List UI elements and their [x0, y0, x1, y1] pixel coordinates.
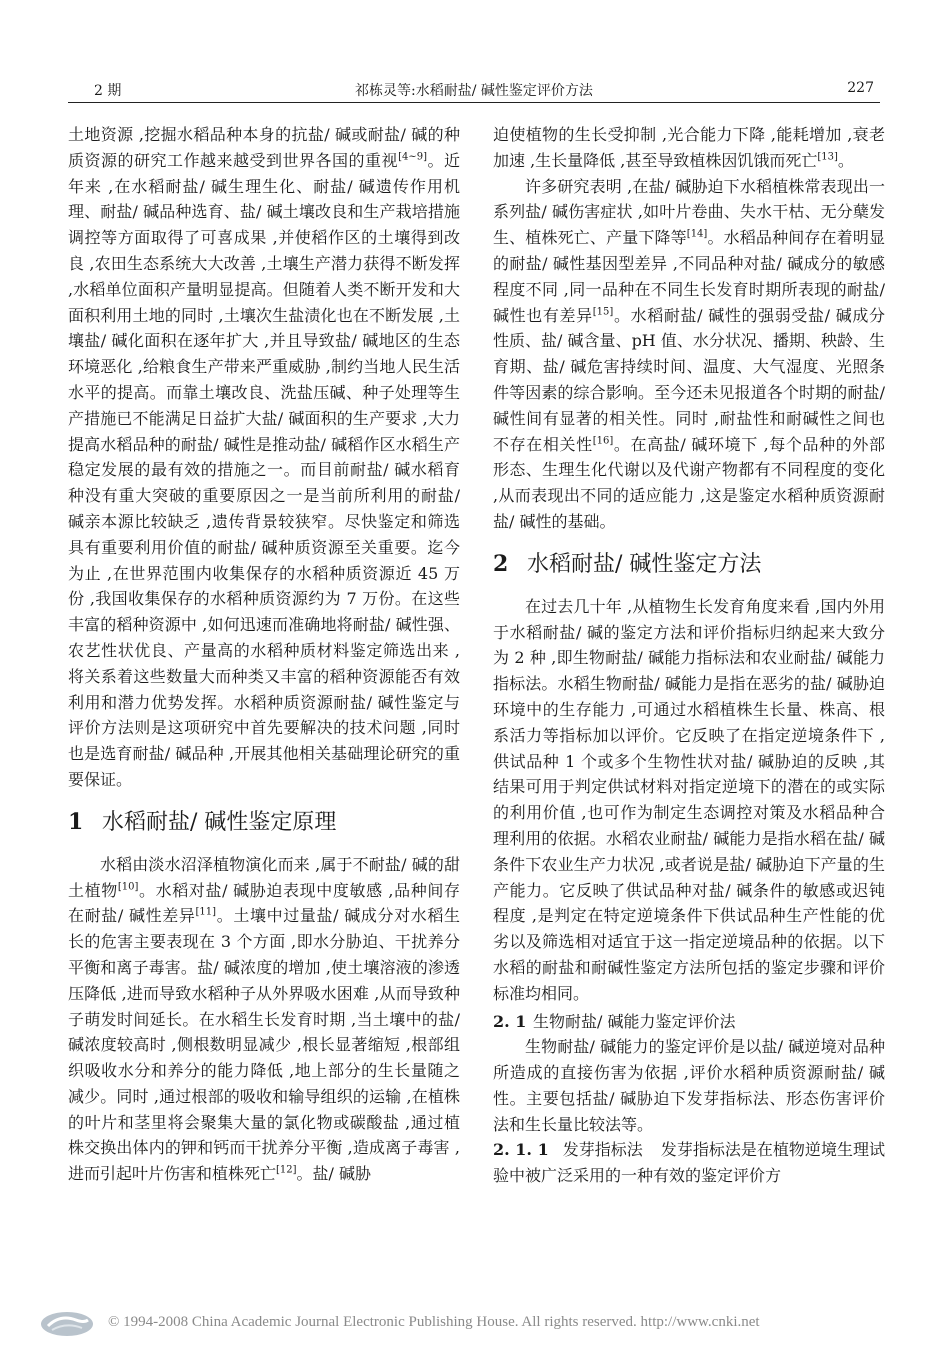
section-number: 2	[493, 550, 509, 577]
issue-number: 2 期	[94, 83, 122, 99]
right-column	[493, 122, 885, 1189]
subsection-number: 2. 1	[493, 1011, 527, 1031]
section-title: 水稻耐盐/ 碱性鉴定原理	[102, 809, 337, 835]
page-number: 227	[847, 80, 874, 96]
subsection-title: 生物耐盐/ 碱能力鉴定评价法	[533, 1011, 736, 1031]
text-run: 迫使植物的生长受抑制 ,光合能力下降 ,能耗增加 ,衰老加速 ,生长量降低 ,甚至导致植株因饥饿而死亡	[493, 125, 885, 170]
paragraph	[493, 122, 885, 174]
citation: [10]	[117, 881, 139, 893]
text-run: 。	[837, 150, 854, 170]
text-run: 。近年来 ,在水稻耐盐/ 碱生理生化、耐盐/ 碱遗传作用机理、耐盐/ 碱品种选育、盐/ 碱土壤改良和生产栽培措施调控等方面取得了可喜成果 ,并使稻作区的土壤得到改良 ,农田生态系统大大改善 ,土壤生产潜力获得不断发挥 ,水稻单位面积产量明显提高。但随着人类不断开发和大面积利用土地的同时 ,土壤次生盐渍化也在不断发展 ,土壤盐/ 碱化面积在逐年扩大 ,并且导致盐/ 碱地区的生态环境恶化 ,给粮食生产带来严重威胁 ,制约当地人民生活水平的提高。而靠土壤改良、洗盐压碱、种子处理等生产措施已不能满足日益扩大盐/ 碱面积的生产要求 ,大力提高水稻品种的耐盐/ 碱性是推动盐/ 碱稻作区水稻生产稳定发展的最有效的措施之一。而目前耐盐/ 碱水稻育种没有重大突破的重要原因之一是当前所利用的耐盐/ 碱亲本源比较缺乏 ,遗传背景较狭窄。尽快鉴定和筛选具有重要利用价值的耐盐/ 碱种质资源至关重要。迄今为止 ,在世界范围内收集保存的水稻种质资源近 45 万份 ,我国收集保存的水稻种质资源约为 7 万份。在这些丰富的稻种资源中 ,如何迅速而准确地将耐盐/ 碱性强、农艺性状优良、产量高的水稻种质材料鉴定筛选出来 ,将关系着这些数量大而种类又丰富的稻种资源能否有效利用和潜力优势发挥。水稻种质资源耐盐/ 碱性鉴定与评价方法则是这项研究中首先要解决的技术问题 ,同时也是选育耐盐/ 碱品种 ,开展其他相关基础理论研究的重要保证。	[68, 150, 460, 789]
citation: [15]	[592, 306, 614, 318]
citation: [14]	[686, 228, 708, 240]
running-header	[68, 76, 880, 103]
citation: [4~9]	[398, 151, 427, 163]
text-run: 。在高盐/ 碱环境下 ,每个品种的外部形态、生理生化代谢以及代谢产物都有不同程度的变化 ,从而表现出不同的适应能力 ,这是鉴定水稻种质资源耐盐/ 碱性的基础。	[493, 434, 885, 531]
subsubsection-number: 2. 1. 1	[493, 1140, 549, 1160]
section-number: 1	[68, 808, 84, 835]
citation: [12]	[276, 1164, 297, 1176]
paragraph: 生物耐盐/ 碱能力的鉴定评价是以盐/ 碱逆境对品种所造成的直接伤害为依据 ,评价水稻种质资源耐盐/ 碱性。主要包括盐/ 碱胁迫下发芽指标法、形态伤害评价法和生长量比较法等。	[493, 1037, 885, 1134]
section-title: 水稻耐盐/ 碱性鉴定方法	[527, 551, 762, 577]
subsection-heading	[493, 1009, 885, 1035]
footer	[0, 1308, 950, 1338]
paragraph	[68, 122, 460, 793]
text-run: 。土壤中过量盐/ 碱成分对水稻生长的危害主要表现在 3 个方面 ,即水分胁迫、干扰养分平衡和离子毒害。盐/ 碱浓度的增加 ,使土壤溶液的渗透压降低 ,进而导致水稻种子从外界吸水困难 ,从而导致种子萌发时间延长。在水稻生长发育时期 ,当土壤中的盐/ 碱浓度较高时 ,侧根数明显减少 ,根长显著缩短 ,根部组织吸收水分和养分的能力降低 ,地上部分的生长量随之减少。同时 ,通过根部的吸收和输导组织的运输 ,在植株的叶片和茎里将会聚集大量的氯化物或碳酸盐 ,通过植株交换出体内的钾和钙而干扰养分平衡 ,造成离子毒害 ,进而引起叶片伤害和植株死亡	[68, 906, 460, 1184]
publisher-logo-icon	[38, 1308, 96, 1338]
copyright-text: © 1994-2008 China Academic Journal Electronic Publishing House. All rights reserved. http://www.cnki.net	[108, 1314, 760, 1330]
paragraph	[493, 174, 885, 535]
text-run: 。水稻对盐/ 碱胁迫表现中度敏感 ,品种间存在耐盐/ 碱性差异	[68, 880, 460, 926]
citation: [11]	[195, 906, 217, 918]
text-run: 。水稻耐盐/ 碱性的强弱受盐/ 碱成分性质、盐/ 碱含量、pH 值、水分状况、播期、秧龄、生育期、盐/ 碱危害持续时间、温度、大气湿度、光照条件等因素的综合影响。至今还未见报道各个时期的耐盐/ 碱性间有显著的相关性。同时 ,耐盐性和耐碱性之间也不存在相关性	[493, 305, 885, 454]
text-run: 土地资源 ,挖掘水稻品种本身的抗盐/ 碱或耐盐/ 碱的种质资源的研究工作越来越受到世界各国的重视	[68, 125, 460, 170]
text-run: 。盐/ 碱胁	[296, 1164, 372, 1184]
text-run: 。水稻品种间存在着明显的耐盐/ 碱性基因型差异 ,不同品种对盐/ 碱成分的敏感程度不同 ,同一品种在不同生长发育时期所表现的耐盐/ 碱性也有差异	[493, 228, 885, 325]
subsubsection-title: 发芽指标法	[562, 1140, 643, 1160]
section-heading	[493, 549, 885, 580]
citation: [13]	[817, 151, 838, 163]
running-title: 祁栋灵等:水稻耐盐/ 碱性鉴定评价方法	[355, 83, 593, 99]
text-run: 许多研究表明 ,在盐/ 碱胁迫下水稻植株常表现出一系列盐/ 碱伤害症状 ,如叶片卷曲、失水干枯、无分蘖发生、植株死亡、产量下降等	[493, 176, 885, 248]
paragraph	[68, 852, 460, 1187]
citation: [16]	[592, 435, 614, 447]
section-heading	[68, 807, 460, 838]
paragraph	[493, 1137, 885, 1189]
text-run: 水稻由淡水沼泽植物演化而来 ,属于不耐盐/ 碱的甜土植物	[68, 854, 460, 900]
left-column	[68, 122, 460, 1187]
text-run: 发芽指标法是在植物逆境生理试验中被广泛采用的一种有效的鉴定评价方	[493, 1140, 885, 1186]
paragraph: 在过去几十年 ,从植物生长发育角度来看 ,国内外用于水稻耐盐/ 碱的鉴定方法和评价指标归纳起来大致分为 2 种 ,即生物耐盐/ 碱能力指标法和农业耐盐/ 碱能力指标法。水稻生物耐盐/ 碱能力是指在恶劣的盐/ 碱胁迫环境中的生存能力 ,可通过水稻植株生长量、株高、根系活力等指标加以评价。它反映了在指定逆境条件下 ,供试品种 1 个或多个生物性状对盐/ 碱胁迫的反映 ,其结果可用于判定供试材料对指定逆境下的潜在的或实际的利用价值 ,也可作为制定生态调控对策及水稻品种合理利用的依据。水稻农业耐盐/ 碱能力是指水稻在盐/ 碱条件下农业生产力状况 ,或者说是盐/ 碱胁迫下产量的生产能力。它反映了供试品种对盐/ 碱条件的敏感或迟钝程度 ,是判定在特定逆境条件下供试品种生产性能的优劣以及筛选相对适宜于这一指定逆境品种的依据。以下水稻的耐盐和耐碱性鉴定方法所包括的鉴定步骤和评价标准均相同。	[493, 596, 885, 1003]
